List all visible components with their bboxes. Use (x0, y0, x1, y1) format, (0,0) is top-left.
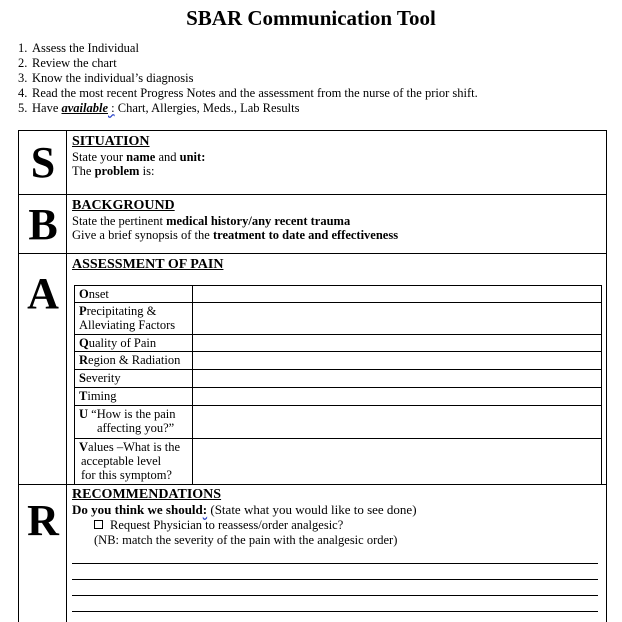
text: nset (88, 287, 109, 301)
pain-value-cell[interactable] (193, 286, 602, 303)
writing-line[interactable] (72, 595, 598, 596)
assessment-content (72, 257, 602, 273)
checkbox-label: Request Physician to reassess/order analgesic? (110, 518, 344, 532)
table-row (75, 439, 602, 485)
situation-heading: SITUATION (72, 134, 150, 149)
available-word: available (61, 101, 109, 115)
bold-text: unit: (179, 150, 206, 164)
pain-label (75, 352, 193, 370)
pain-value-cell[interactable] (193, 335, 602, 352)
background-heading: BACKGROUND (72, 198, 175, 213)
situation-content (72, 134, 602, 178)
table-row (75, 370, 602, 388)
step-text: Know the individual’s diagnosis (32, 71, 194, 85)
pain-value-cell[interactable] (193, 388, 602, 406)
text: everity (85, 371, 121, 385)
cap-letter: O (79, 287, 89, 301)
assessment-heading: ASSESSMENT OF PAIN (72, 257, 224, 272)
sbar-table (18, 130, 607, 622)
step-text: Review the chart (32, 56, 117, 70)
text: is: (139, 164, 155, 178)
step-text: Have (32, 101, 62, 115)
pain-label (75, 335, 193, 352)
pain-value-cell[interactable] (193, 439, 602, 485)
step-number: 3. (18, 71, 28, 85)
background-letter: B (28, 200, 58, 249)
cap-letter: S (79, 371, 86, 385)
bold-text: Do you think we should (72, 502, 203, 517)
text: recipitating & (86, 304, 157, 318)
pain-label (75, 370, 193, 388)
cap-letter: P (79, 304, 87, 318)
background-line-1 (72, 214, 602, 228)
bold-text: problem (94, 164, 140, 178)
assessment-letter: A (27, 269, 59, 318)
text: uality of Pain (88, 336, 157, 350)
step-number: 4. (18, 86, 28, 100)
background-content (72, 198, 602, 242)
pain-label (75, 406, 193, 439)
pain-label (75, 439, 193, 485)
page-title: SBAR Communication Tool (186, 6, 436, 30)
table-row (75, 352, 602, 370)
text: affecting you?” (97, 421, 175, 435)
cap-letter: U (79, 407, 89, 421)
cap-letter: T (79, 389, 88, 403)
table-row (75, 303, 602, 335)
checkbox[interactable] (94, 520, 103, 529)
writing-line[interactable] (72, 563, 598, 564)
recommendations-option (72, 518, 602, 532)
recommendations-row (19, 485, 606, 622)
background-line-2 (72, 228, 602, 242)
cap-letter: V (79, 440, 89, 454)
recommendations-content (72, 487, 602, 547)
available-colon: : (108, 101, 115, 115)
step-number: 5. (18, 101, 28, 115)
table-row (75, 286, 602, 303)
writing-line[interactable] (72, 611, 598, 612)
writing-line[interactable] (72, 579, 598, 580)
situation-row (19, 131, 606, 195)
bold-text: medical history/any recent trauma (166, 214, 351, 228)
step-text-rest: Chart, Allergies, Meds., Lab Results (114, 101, 300, 115)
steps-list (18, 41, 478, 116)
text: “How is the pain (88, 407, 176, 421)
text: Alleviating Factors (79, 318, 176, 332)
text: and (155, 150, 180, 164)
step-number: 1. (18, 41, 28, 55)
recommendations-heading: RECOMMENDATIONS (72, 487, 222, 502)
recommendations-note: (NB: match the severity of the pain with the analgesic order) (94, 533, 398, 547)
step-text: Assess the Individual (32, 41, 139, 55)
table-row (75, 406, 602, 439)
pain-value-cell[interactable] (193, 303, 602, 335)
question-colon: : (202, 502, 208, 517)
step-item (18, 41, 478, 56)
text: acceptable level (81, 454, 162, 468)
text: State your (72, 150, 127, 164)
bold-text: treatment to date and effectiveness (212, 228, 399, 242)
table-row (75, 388, 602, 406)
text: alues –What is the (88, 440, 181, 454)
cap-letter: R (79, 353, 89, 367)
step-number: 2. (18, 56, 28, 70)
text: for this symptom? (81, 468, 172, 482)
pain-label (75, 388, 193, 406)
pain-value-cell[interactable] (193, 370, 602, 388)
recommendations-question (72, 503, 602, 517)
step-item (18, 56, 478, 71)
step-item (18, 86, 478, 101)
pain-label (75, 286, 193, 303)
text: State the pertinent (72, 214, 167, 228)
cap-letter: Q (79, 336, 89, 350)
pain-assessment-table (74, 285, 602, 485)
text: Give a brief synopsis of the (72, 228, 213, 242)
background-row (19, 195, 606, 254)
pain-value-cell[interactable] (193, 406, 602, 439)
situation-line-2 (72, 164, 602, 178)
table-row (75, 335, 602, 352)
pain-label (75, 303, 193, 335)
text: egion & Radiation (88, 353, 181, 367)
bold-text: name (126, 150, 156, 164)
step-item (18, 71, 478, 86)
text: The (72, 164, 95, 178)
recommendations-letter: R (27, 496, 59, 545)
text: iming (87, 389, 117, 403)
text: (State what you would like to see done) (207, 502, 417, 517)
situation-line-1 (72, 150, 602, 164)
pain-value-cell[interactable] (193, 352, 602, 370)
situation-letter: S (30, 138, 56, 187)
step-text: Read the most recent Progress Notes and the assessment from the nurse of the prior shift. (32, 86, 478, 100)
step-item (18, 101, 478, 116)
